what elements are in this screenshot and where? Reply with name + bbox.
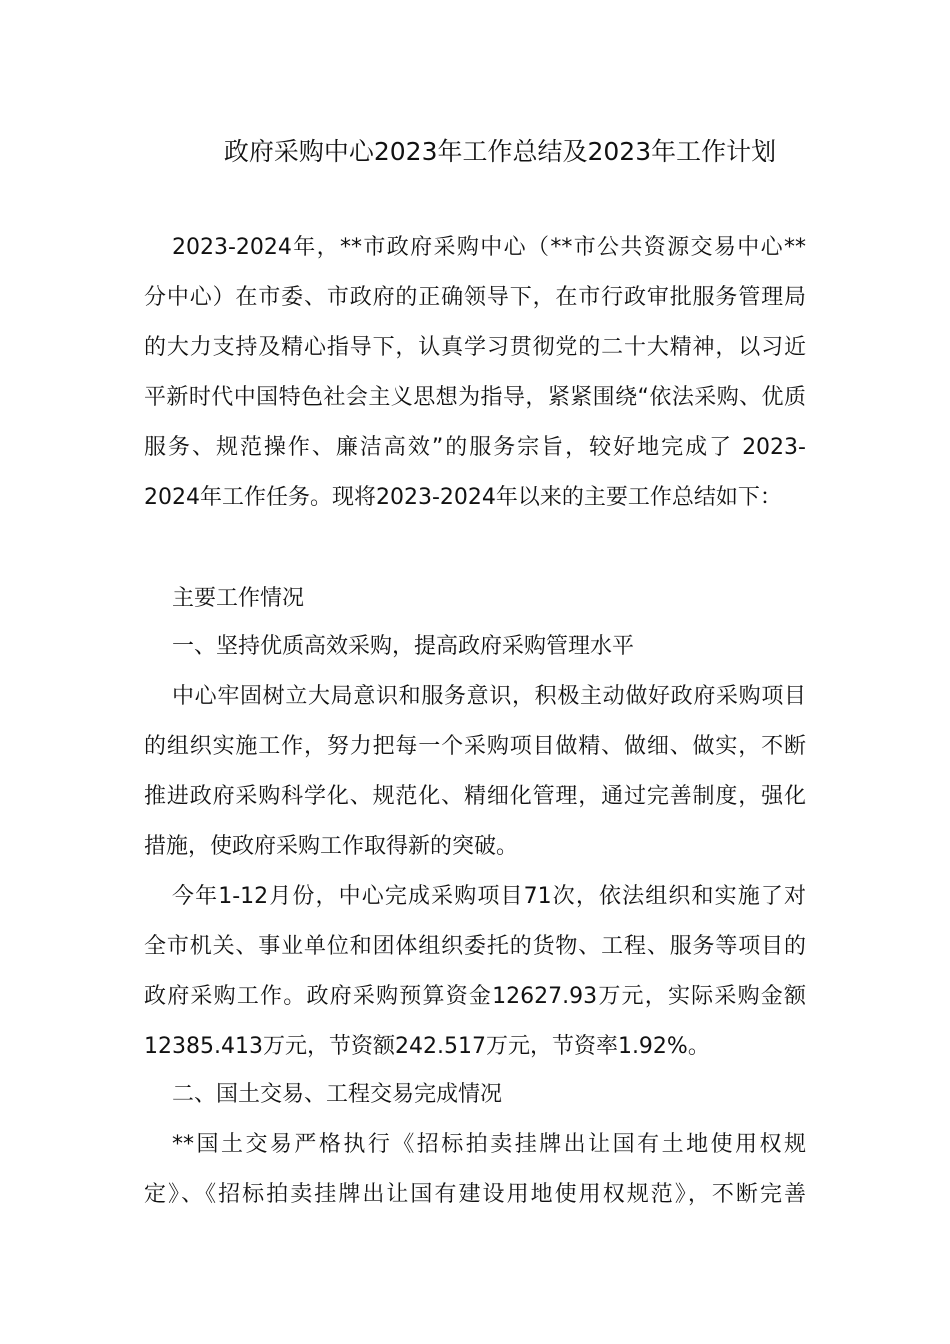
intro-line-1: 2023-2024年，**市政府采购中心（**市公共资源交易中心** [172,235,806,260]
para2-line-4: 12385.413万元，节资额242.517万元，节资率1.92%。 [144,1034,710,1059]
intro-line-6: 2024年工作任务。现将2023-2024年以来的主要工作总结如下： [144,485,782,510]
intro-line-4: 平新时代中国特色社会主义思想为指导，紧紧围绕“依法采购、优质 [144,385,806,410]
para1-line-4: 措施，使政府采购工作取得新的突破。 [144,834,519,859]
sub-heading-2: 二、国土交易、工程交易完成情况 [172,1082,503,1107]
para1-line-2: 的组织实施工作，努力把每一个采购项目做精、做细、做实，不断 [144,734,806,759]
para1-line-3: 推进政府采购科学化、规范化、精细化管理，通过完善制度，强化 [144,784,806,809]
sub-heading-1: 一、坚持优质高效采购，提高政府采购管理水平 [172,634,635,659]
section-heading: 主要工作情况 [172,586,305,611]
para1-line-1: 中心牢固树立大局意识和服务意识，积极主动做好政府采购项目 [172,684,806,709]
intro-line-5: 服务、规范操作、廉洁高效”的服务宗旨，较好地完成了 2023- [144,435,806,460]
document-title: 政府采购中心2023年工作总结及2023年工作计划 [223,137,777,166]
intro-line-3: 的大力支持及精心指导下，认真学习贯彻党的二十大精神，以习近 [144,335,806,360]
para3-line-1: **国土交易严格执行《招标拍卖挂牌出让国有土地使用权规 [172,1132,806,1157]
intro-line-2: 分中心）在市委、市政府的正确领导下，在市行政审批服务管理局 [144,285,806,310]
para2-line-3: 政府采购工作。政府采购预算资金12627.93万元，实际采购金额 [144,984,806,1009]
para3-line-2: 定》、《招标拍卖挂牌出让国有建设用地使用权规范》，不断完善 [144,1182,806,1207]
para2-line-1: 今年1-12月份，中心完成采购项目71次，依法组织和实施了对 [172,884,806,909]
para2-line-2: 全市机关、事业单位和团体组织委托的货物、工程、服务等项目的 [144,934,806,959]
